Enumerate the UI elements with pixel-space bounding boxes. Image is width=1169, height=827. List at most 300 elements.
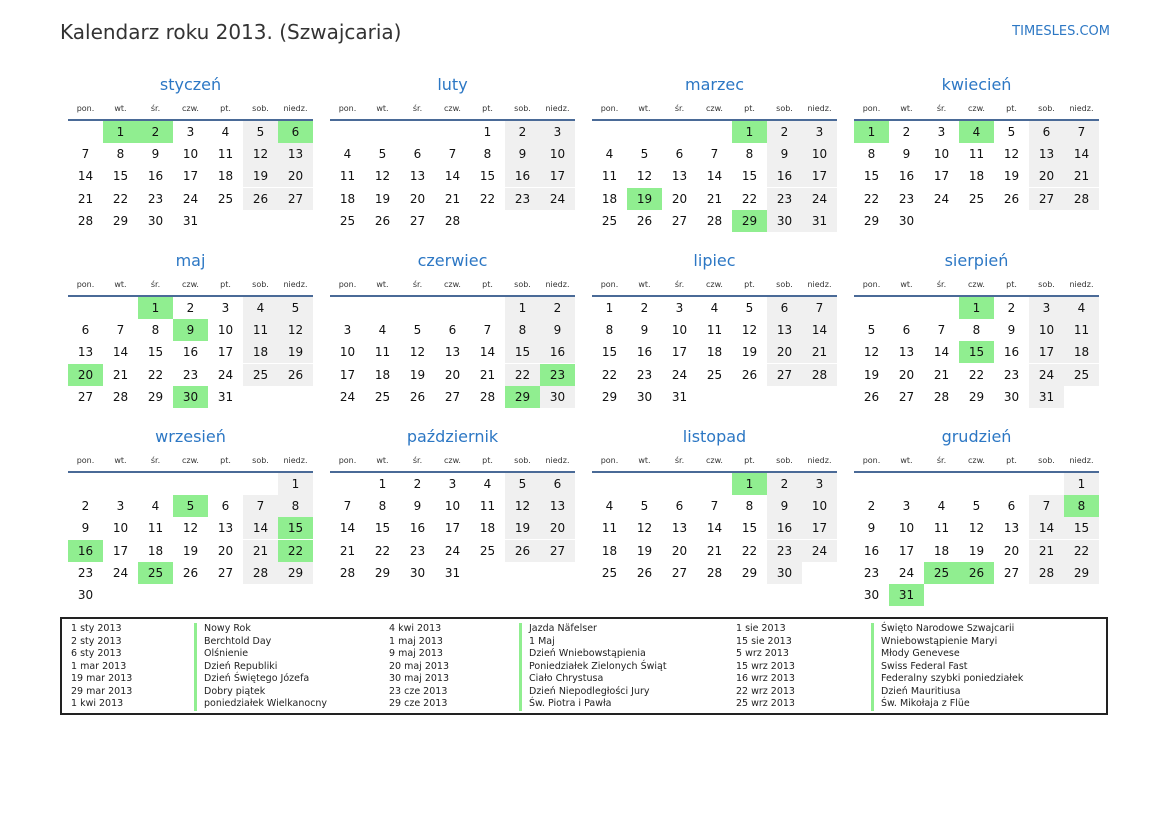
weekday-label: czw. (968, 280, 985, 289)
day-cell: 13 (671, 521, 688, 536)
day-cell: 20 (898, 367, 915, 382)
calendar-grid (68, 74, 1102, 614)
day-cell: 23 (182, 367, 199, 382)
day-cell: 20 (671, 191, 688, 206)
day-cell: 3 (540, 121, 575, 143)
day-cell: 19 (636, 543, 653, 558)
weekday-label: pt. (220, 280, 231, 289)
day-cell: 22 (374, 543, 391, 558)
day-cell: 13 (278, 143, 313, 165)
day-cell: 26 (636, 565, 653, 580)
day-cell: 24 (898, 565, 915, 580)
weekday-label: śr. (150, 280, 161, 289)
weekday-label: sob. (1038, 280, 1055, 289)
weekday-header (68, 456, 313, 470)
day-cell: 22 (147, 367, 164, 382)
legend-date: 4 kwi 2013 (389, 623, 442, 634)
weekday-label: pt. (482, 280, 493, 289)
day-cell: 20 (671, 543, 688, 558)
day-cell: 26 (741, 367, 758, 382)
day-cell: 7 (802, 297, 837, 319)
day-cell: 16 (540, 341, 575, 363)
day-cell: 29 (374, 565, 391, 580)
day-cell: 24 (933, 191, 950, 206)
weekday-label: sob. (514, 456, 531, 465)
weekday-label: niedz. (283, 280, 308, 289)
day-cell: 6 (675, 499, 684, 514)
weekday-label: niedz. (807, 280, 832, 289)
month-block (854, 74, 1099, 250)
day-cell: 21 (933, 367, 950, 382)
day-cell: 29 (863, 213, 880, 228)
day-cell: 18 (933, 543, 950, 558)
day-cell: 12 (278, 319, 313, 341)
day-cell: 15 (863, 169, 880, 184)
day-cell: 18 (339, 191, 356, 206)
day-cell: 1 (505, 297, 540, 319)
day-cell: 19 (278, 341, 313, 363)
day-cell: 21 (802, 341, 837, 363)
legend-holiday-name: Św. Mikołaja z Flüe (871, 698, 970, 711)
day-cell: 6 (221, 499, 230, 514)
day-cell: 3 (221, 301, 230, 315)
day-cell: 17 (444, 521, 461, 536)
day-cell: 6 (540, 473, 575, 495)
day-cell: 10 (444, 499, 461, 514)
weekday-label: śr. (674, 104, 685, 113)
header-rule (854, 471, 1099, 473)
weekday-label: czw. (444, 456, 461, 465)
day-cell: 30 (636, 389, 653, 404)
day-cell: 2 (767, 121, 802, 143)
legend-holiday-name: Dzień Świętego Józefa (194, 673, 309, 686)
weekday-label: wt. (638, 456, 651, 465)
day-cell: 22 (112, 191, 129, 206)
day-cell: 2 (767, 473, 802, 495)
day-cell: 23 (636, 367, 653, 382)
day-cell: 12 (1003, 147, 1020, 162)
month-block (854, 250, 1099, 426)
day-cell: 25 (243, 364, 278, 386)
weekday-label: sob. (776, 104, 793, 113)
weekday-label: pon. (338, 456, 357, 465)
day-cell: 16 (147, 169, 164, 184)
day-cell: 20 (409, 191, 426, 206)
day-cell: 10 (1029, 319, 1064, 341)
weekday-label: pt. (1006, 104, 1017, 113)
day-cell: 17 (802, 165, 837, 187)
weekday-label: niedz. (283, 456, 308, 465)
holiday-day-cell: 1 (732, 473, 767, 495)
weekday-label: wt. (376, 280, 389, 289)
day-cell: 5 (378, 147, 387, 162)
day-cell: 10 (540, 143, 575, 165)
day-cell: 13 (671, 169, 688, 184)
legend-holiday-name: Św. Piotra i Pawła (519, 698, 612, 711)
day-cell: 15 (505, 341, 540, 363)
day-cell: 8 (378, 499, 387, 514)
day-cell: 19 (741, 345, 758, 360)
holiday-day-cell: 19 (627, 188, 662, 210)
day-cell: 15 (741, 169, 758, 184)
day-cell: 20 (278, 165, 313, 187)
weekday-label: pon. (862, 280, 881, 289)
holiday-day-cell: 22 (278, 540, 313, 562)
day-cell: 27 (671, 213, 688, 228)
day-cell: 25 (706, 367, 723, 382)
legend-holiday-name: Święto Narodowe Szwajcarii (871, 623, 1014, 636)
day-cell: 23 (77, 565, 94, 580)
day-cell: 7 (1064, 121, 1099, 143)
holiday-day-cell: 2 (138, 121, 173, 143)
legend-date: 5 wrz 2013 (736, 648, 789, 659)
day-cell: 13 (1029, 143, 1064, 165)
holiday-day-cell: 8 (1064, 495, 1099, 517)
day-cell: 25 (601, 213, 618, 228)
weekday-label: pt. (482, 104, 493, 113)
day-cell: 14 (1029, 517, 1064, 539)
day-cell: 6 (81, 323, 90, 338)
weekday-label: pon. (338, 280, 357, 289)
weekday-header (68, 104, 313, 118)
day-cell: 15 (601, 345, 618, 360)
day-cell: 3 (186, 125, 195, 139)
day-cell: 2 (902, 125, 911, 139)
day-cell: 11 (706, 323, 723, 338)
day-cell: 7 (81, 147, 90, 162)
day-cell: 12 (505, 495, 540, 517)
day-cell: 30 (77, 588, 94, 602)
day-cell: 24 (671, 367, 688, 382)
weekday-label: wt. (900, 104, 913, 113)
holiday-day-cell: 1 (103, 121, 138, 143)
day-cell: 22 (968, 367, 985, 382)
day-cell: 31 (217, 389, 234, 404)
day-cell: 28 (444, 213, 461, 228)
day-cell: 12 (968, 521, 985, 536)
day-cell: 9 (81, 521, 90, 536)
day-cell: 31 (444, 565, 461, 580)
day-cell: 21 (243, 540, 278, 562)
day-cell: 14 (77, 169, 94, 184)
weekday-label: niedz. (545, 456, 570, 465)
day-cell: 6 (675, 147, 684, 162)
day-cell: 13 (444, 345, 461, 360)
day-cell: 4 (243, 297, 278, 319)
day-cell: 19 (505, 517, 540, 539)
day-cell: 14 (1064, 143, 1099, 165)
day-cell: 27 (77, 389, 94, 404)
day-cell: 10 (802, 495, 837, 517)
weekday-label: pon. (600, 280, 619, 289)
day-cell: 6 (902, 323, 911, 338)
day-cell: 21 (706, 191, 723, 206)
day-cell: 7 (343, 499, 352, 514)
day-cell: 14 (339, 521, 356, 536)
day-cell: 5 (1007, 125, 1016, 139)
day-cell: 25 (374, 389, 391, 404)
month-block (68, 426, 313, 602)
day-cell: 7 (243, 495, 278, 517)
day-cell: 22 (741, 543, 758, 558)
day-cell: 11 (217, 147, 234, 162)
day-cell: 13 (1003, 521, 1020, 536)
day-cell: 5 (640, 147, 649, 162)
day-cell: 26 (243, 188, 278, 210)
day-cell: 6 (448, 323, 457, 338)
day-cell: 27 (217, 565, 234, 580)
day-cell: 17 (540, 165, 575, 187)
day-cell: 17 (1029, 341, 1064, 363)
weekday-label: pt. (744, 104, 755, 113)
weekday-label: niedz. (283, 104, 308, 113)
weekday-label: czw. (444, 280, 461, 289)
day-cell: 17 (802, 517, 837, 539)
month-name: grudzień (941, 427, 1012, 446)
header-rule (68, 471, 313, 473)
month-name: marzec (684, 75, 744, 94)
day-cell: 24 (540, 188, 575, 210)
holiday-day-cell: 4 (959, 121, 994, 143)
month-block (330, 426, 575, 602)
day-cell: 9 (640, 323, 649, 338)
weekday-label: niedz. (1069, 280, 1094, 289)
day-cell: 13 (409, 169, 426, 184)
day-cell: 26 (505, 540, 540, 562)
day-cell: 7 (116, 323, 125, 338)
weekday-label: pt. (482, 456, 493, 465)
legend-holiday-name: Nowy Rok (194, 623, 251, 636)
weekday-label: wt. (900, 456, 913, 465)
day-cell: 27 (1029, 188, 1064, 210)
day-cell: 4 (605, 147, 614, 162)
day-cell: 19 (968, 543, 985, 558)
holiday-day-cell: 1 (138, 297, 173, 319)
day-cell: 3 (675, 301, 684, 315)
day-cell: 26 (409, 389, 426, 404)
day-cell: 2 (540, 297, 575, 319)
holiday-day-cell: 16 (68, 540, 103, 562)
day-cell: 8 (867, 147, 876, 162)
day-cell: 29 (112, 213, 129, 228)
weekday-label: sob. (1038, 104, 1055, 113)
day-cell: 17 (112, 543, 129, 558)
weekday-label: sob. (252, 104, 269, 113)
holiday-day-cell: 1 (854, 121, 889, 143)
day-cell: 17 (671, 345, 688, 360)
day-cell: 31 (671, 389, 688, 404)
weekday-label: czw. (444, 104, 461, 113)
day-cell: 16 (636, 345, 653, 360)
day-cell: 10 (898, 521, 915, 536)
weekday-label: pt. (1006, 456, 1017, 465)
day-cell: 16 (767, 165, 802, 187)
day-cell: 30 (147, 213, 164, 228)
holiday-day-cell: 20 (68, 364, 103, 386)
weekday-label: niedz. (1069, 104, 1094, 113)
month-name: październik (406, 427, 499, 446)
day-cell: 28 (1064, 188, 1099, 210)
legend-date: 1 sty 2013 (71, 623, 122, 634)
legend-date: 20 maj 2013 (389, 660, 450, 672)
day-cell: 7 (483, 323, 492, 338)
day-cell: 15 (374, 521, 391, 536)
month-block (68, 250, 313, 426)
day-cell: 20 (767, 341, 802, 363)
day-cell: 28 (112, 389, 129, 404)
weekday-label: czw. (182, 280, 199, 289)
month-block (592, 250, 837, 426)
day-cell: 28 (802, 364, 837, 386)
legend-holiday-name: Ciało Chrystusa (519, 673, 603, 686)
day-cell: 4 (378, 323, 387, 338)
day-cell: 7 (1029, 495, 1064, 517)
day-cell: 10 (182, 147, 199, 162)
day-cell: 13 (217, 521, 234, 536)
month-name: luty (437, 75, 468, 94)
day-cell: 13 (540, 495, 575, 517)
weekday-label: wt. (900, 280, 913, 289)
day-cell: 18 (1064, 341, 1099, 363)
day-cell: 18 (479, 521, 496, 536)
weekday-label: pon. (862, 456, 881, 465)
weekday-label: wt. (638, 280, 651, 289)
day-cell: 4 (710, 301, 719, 315)
legend-date: 15 wrz 2013 (736, 660, 795, 672)
month-block (592, 74, 837, 250)
weekday-label: pon. (338, 104, 357, 113)
day-cell: 28 (933, 389, 950, 404)
weekday-label: pon. (600, 456, 619, 465)
month-name: wrzesień (155, 427, 226, 446)
day-cell: 7 (448, 147, 457, 162)
day-cell: 24 (339, 389, 356, 404)
day-cell: 11 (339, 169, 356, 184)
day-cell: 23 (505, 188, 540, 210)
day-cell: 23 (767, 188, 802, 210)
weekday-label: czw. (968, 456, 985, 465)
holiday-day-cell: 23 (540, 364, 575, 386)
day-cell: 5 (745, 301, 754, 315)
weekday-label: czw. (706, 456, 723, 465)
weekday-label: pon. (600, 104, 619, 113)
weekday-label: śr. (412, 456, 423, 465)
day-cell: 9 (867, 521, 876, 536)
day-cell: 25 (968, 191, 985, 206)
weekday-header (592, 280, 837, 294)
weekday-label: pon. (862, 104, 881, 113)
day-cell: 3 (1029, 297, 1064, 319)
weekday-label: śr. (674, 456, 685, 465)
day-cell: 12 (636, 521, 653, 536)
site-link[interactable]: TIMESLES.COM (1012, 24, 1110, 39)
day-cell: 14 (479, 345, 496, 360)
month-block (68, 74, 313, 250)
legend-holiday-name: Dzień Mauritiusa (871, 686, 961, 699)
weekday-label: wt. (114, 456, 127, 465)
day-cell: 21 (1029, 540, 1064, 562)
weekday-label: śr. (936, 456, 947, 465)
day-cell: 28 (706, 565, 723, 580)
day-cell: 5 (505, 473, 540, 495)
weekday-label: niedz. (807, 104, 832, 113)
day-cell: 11 (147, 521, 164, 536)
day-cell: 3 (937, 125, 946, 139)
day-cell: 12 (409, 345, 426, 360)
month-name: sierpień (944, 251, 1009, 270)
day-cell: 5 (867, 323, 876, 338)
day-cell: 14 (802, 319, 837, 341)
legend-date: 1 mar 2013 (71, 660, 127, 672)
day-cell: 2 (81, 499, 90, 514)
weekday-label: pon. (76, 104, 95, 113)
day-cell: 14 (243, 517, 278, 539)
weekday-label: wt. (114, 104, 127, 113)
weekday-label: śr. (674, 280, 685, 289)
day-cell: 7 (937, 323, 946, 338)
day-cell: 5 (413, 323, 422, 338)
day-cell: 6 (767, 297, 802, 319)
legend-holiday-name: Poniedziałek Zielonych Świąt (519, 661, 667, 674)
legend-holiday-name: Berchtold Day (194, 636, 271, 649)
holiday-day-cell: 25 (138, 562, 173, 584)
day-cell: 18 (601, 191, 618, 206)
legend-date: 22 wrz 2013 (736, 685, 795, 697)
day-cell: 20 (217, 543, 234, 558)
day-cell: 11 (601, 521, 618, 536)
day-cell: 4 (343, 147, 352, 162)
day-cell: 17 (933, 169, 950, 184)
day-cell: 13 (898, 345, 915, 360)
legend-holiday-name: Swiss Federal Fast (871, 661, 968, 674)
day-cell: 27 (278, 188, 313, 210)
day-cell: 16 (505, 165, 540, 187)
day-cell: 17 (182, 169, 199, 184)
day-cell: 23 (767, 540, 802, 562)
day-cell: 9 (505, 143, 540, 165)
holiday-day-cell: 29 (505, 386, 540, 408)
weekday-header (592, 104, 837, 118)
day-cell: 10 (339, 345, 356, 360)
day-cell: 1 (605, 301, 614, 315)
day-cell: 27 (444, 389, 461, 404)
day-cell: 20 (1029, 165, 1064, 187)
day-cell: 28 (1029, 562, 1064, 584)
day-cell: 24 (444, 543, 461, 558)
month-name: listopad (682, 427, 747, 446)
day-cell: 20 (444, 367, 461, 382)
day-cell: 30 (540, 386, 575, 408)
weekday-label: czw. (706, 104, 723, 113)
day-cell: 25 (1064, 364, 1099, 386)
month-block (592, 426, 837, 602)
day-cell: 24 (112, 565, 129, 580)
day-cell: 16 (409, 521, 426, 536)
day-cell: 27 (767, 364, 802, 386)
day-cell: 11 (601, 169, 618, 184)
day-cell: 1 (378, 477, 387, 491)
weekday-label: pt. (220, 456, 231, 465)
weekday-label: sob. (514, 280, 531, 289)
day-cell: 3 (448, 477, 457, 491)
weekday-label: czw. (968, 104, 985, 113)
day-cell: 4 (605, 499, 614, 514)
day-cell: 3 (802, 473, 837, 495)
day-cell: 30 (898, 213, 915, 228)
day-cell: 9 (151, 147, 160, 162)
day-cell: 30 (1003, 389, 1020, 404)
day-cell: 23 (1003, 367, 1020, 382)
